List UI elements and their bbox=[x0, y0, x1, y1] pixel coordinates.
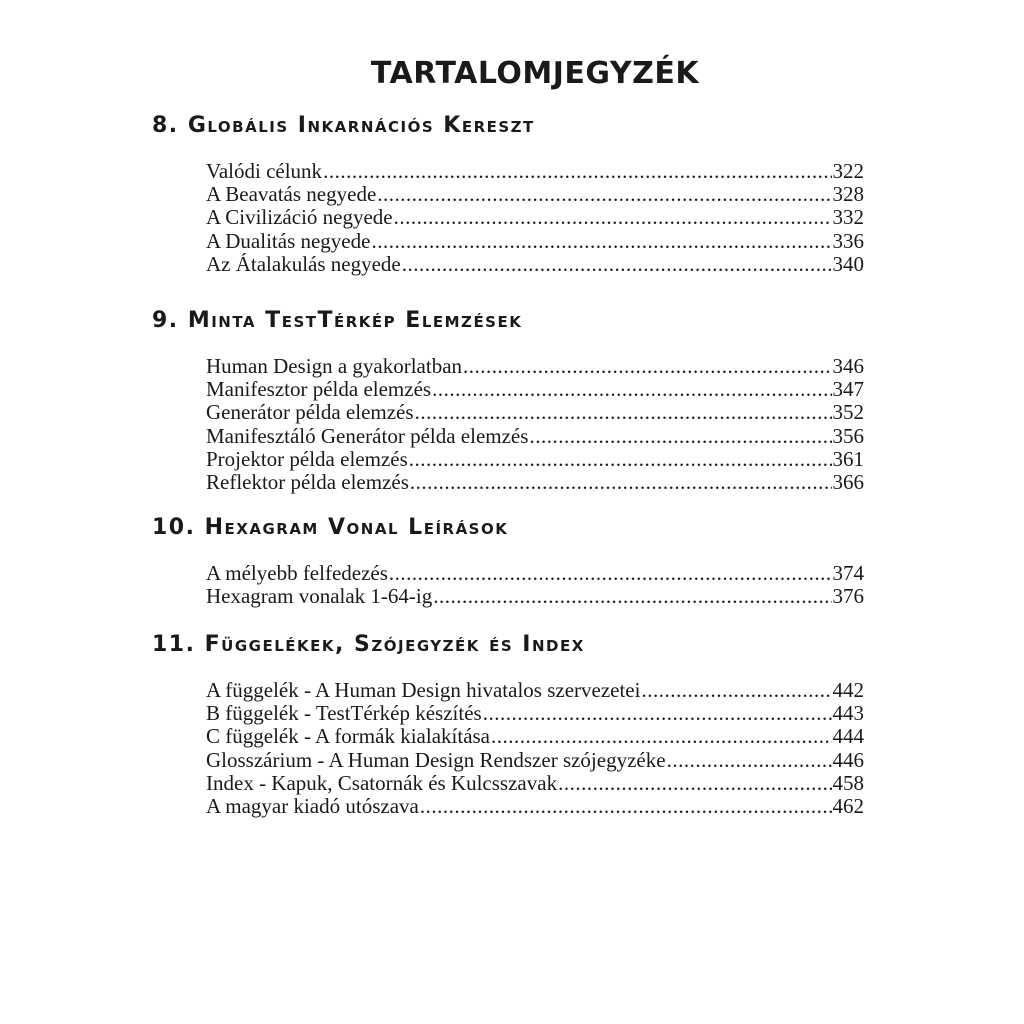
toc-section-8 bbox=[152, 113, 864, 276]
entry-page-number: 346 bbox=[832, 355, 864, 378]
entry-title: Valódi célunk bbox=[206, 160, 323, 183]
toc-entry bbox=[206, 749, 864, 772]
dot-leader bbox=[323, 160, 831, 183]
entry-page-number: 356 bbox=[832, 424, 864, 448]
entry-page-number: 361 bbox=[832, 447, 864, 471]
entry-title: A magyar kiadó utószava bbox=[206, 794, 419, 818]
section-heading: 8. Globális Inkarnációs Kereszt bbox=[152, 113, 535, 138]
entry-page-number: 332 bbox=[832, 206, 864, 230]
toc-entry bbox=[206, 725, 864, 748]
toc-entry bbox=[206, 679, 864, 702]
entry-page-number: 340 bbox=[832, 252, 864, 276]
toc-section-9 bbox=[152, 308, 864, 494]
entry-title: Reflektor példa elemzés bbox=[206, 470, 409, 494]
toc-entry bbox=[206, 206, 864, 229]
dot-leader bbox=[463, 355, 831, 378]
entry-page-number: 446 bbox=[832, 748, 864, 772]
entry-page-number: 444 bbox=[832, 725, 864, 749]
dot-leader bbox=[529, 425, 831, 448]
dot-leader bbox=[483, 702, 832, 725]
dot-leader bbox=[491, 725, 831, 748]
dot-leader bbox=[667, 749, 832, 772]
entry-page-number: 328 bbox=[832, 183, 864, 207]
toc-entry bbox=[206, 585, 864, 608]
dot-leader bbox=[558, 772, 831, 795]
toc-entry bbox=[206, 562, 864, 585]
entry-page-number: 347 bbox=[832, 378, 864, 402]
toc-entry bbox=[206, 425, 864, 448]
toc-entry bbox=[206, 378, 864, 401]
entry-title: A Dualitás negyede bbox=[206, 229, 371, 253]
dot-leader bbox=[377, 183, 831, 206]
dot-leader bbox=[371, 230, 831, 253]
toc-entry bbox=[206, 448, 864, 471]
entry-title: Hexagram vonalak 1-64-ig bbox=[206, 585, 433, 609]
dot-leader bbox=[433, 585, 831, 608]
entry-page-number: 442 bbox=[832, 679, 864, 702]
section-heading: 9. Minta TestTérkép Elemzések bbox=[152, 308, 523, 333]
entry-title: Human Design a gyakorlatban bbox=[206, 355, 463, 378]
dot-leader bbox=[394, 206, 832, 229]
toc-entry bbox=[206, 772, 864, 795]
entry-list bbox=[206, 160, 864, 276]
toc-section-11 bbox=[152, 632, 864, 818]
entry-page-number: 458 bbox=[832, 771, 864, 795]
entry-list bbox=[206, 679, 864, 818]
section-heading: 10. Hexagram Vonal Leírások bbox=[152, 515, 509, 540]
section-heading: 11. Függelékek, Szójegyzék és Index bbox=[152, 632, 585, 657]
toc-entry bbox=[206, 183, 864, 206]
entry-title: B függelék - TestTérkép készítés bbox=[206, 702, 482, 726]
dot-leader bbox=[415, 401, 832, 424]
entry-page-number: 376 bbox=[832, 585, 864, 609]
page-title: TARTALOMJEGYZÉK bbox=[370, 56, 700, 91]
entry-title: A Civilizáció negyede bbox=[206, 206, 393, 230]
entry-title: A Beavatás negyede bbox=[206, 183, 377, 207]
entry-page-number: 462 bbox=[832, 794, 864, 818]
toc-section-10 bbox=[152, 515, 864, 608]
toc-entry bbox=[206, 160, 864, 183]
entry-page-number: 443 bbox=[832, 702, 864, 726]
entry-list bbox=[206, 355, 864, 494]
entry-title: Index - Kapuk, Csatornák és Kulcsszavak bbox=[206, 771, 558, 795]
entry-title: Manifesztáló Generátor példa elemzés bbox=[206, 424, 529, 448]
entry-page-number: 366 bbox=[832, 470, 864, 494]
entry-page-number: 322 bbox=[832, 160, 864, 183]
entry-title: Generátor példa elemzés bbox=[206, 401, 414, 425]
entry-list bbox=[206, 562, 864, 608]
entry-page-number: 336 bbox=[832, 229, 864, 253]
dot-leader bbox=[641, 679, 831, 702]
entry-title: Az Átalakulás negyede bbox=[206, 252, 401, 276]
entry-title: C függelék - A formák kialakítása bbox=[206, 725, 491, 749]
toc-entry bbox=[206, 471, 864, 494]
dot-leader bbox=[389, 562, 832, 585]
toc-entry bbox=[206, 355, 864, 378]
entry-title: Glosszárium - A Human Design Rendszer szójegyzéke bbox=[206, 748, 666, 772]
toc-entry bbox=[206, 702, 864, 725]
toc-entry bbox=[206, 230, 864, 253]
entry-title: Projektor példa elemzés bbox=[206, 447, 408, 471]
toc-entry bbox=[206, 253, 864, 276]
toc-entry bbox=[206, 401, 864, 424]
entry-title: A függelék - A Human Design hivatalos szervezetei bbox=[206, 679, 641, 702]
dot-leader bbox=[410, 471, 832, 494]
entry-page-number: 352 bbox=[832, 401, 864, 425]
entry-title: A mélyebb felfedezés bbox=[206, 562, 388, 585]
entry-title: Manifesztor példa elemzés bbox=[206, 378, 432, 402]
toc-entry bbox=[206, 795, 864, 818]
dot-leader bbox=[420, 795, 832, 818]
dot-leader bbox=[432, 378, 831, 401]
entry-page-number: 374 bbox=[832, 562, 864, 585]
dot-leader bbox=[409, 448, 832, 471]
dot-leader bbox=[402, 253, 832, 276]
